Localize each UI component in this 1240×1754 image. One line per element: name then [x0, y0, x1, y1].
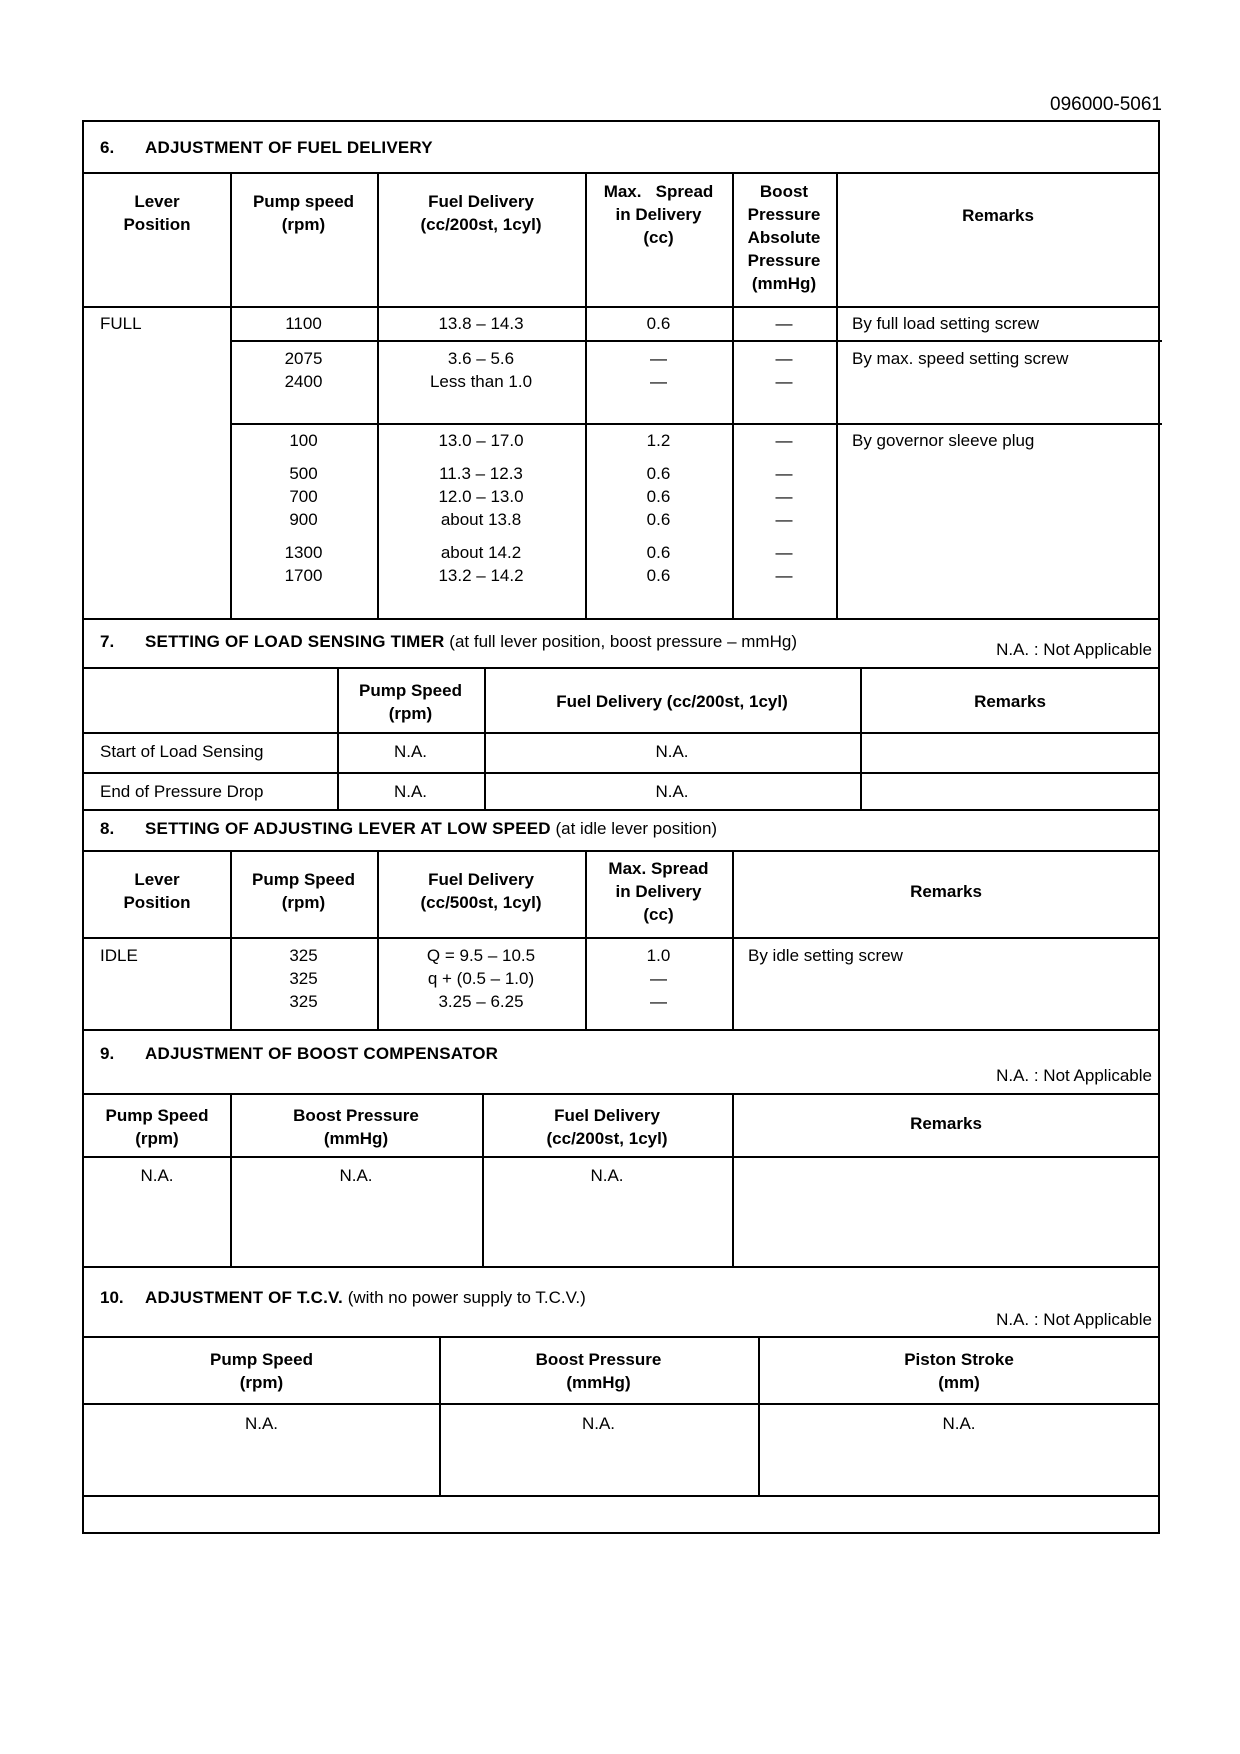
boost-pressure-group [732, 429, 836, 587]
pump-speed-value: 2400 [284, 372, 323, 391]
remarks-value: By full load setting screw [852, 314, 1040, 333]
section-10-title [100, 1288, 586, 1308]
remarks-value: By max. speed setting screw [852, 349, 1069, 368]
pump-speed-value: 2075 [284, 349, 323, 368]
max-spread-value: 1.2 [646, 431, 671, 450]
remarks-value: By idle setting screw [748, 946, 903, 965]
pump-speed-value: 325 [289, 969, 318, 988]
section-8-subtitle: (at idle lever position) [555, 819, 718, 838]
pump-speed-group [230, 944, 377, 1013]
fuel-delivery-group [377, 944, 585, 1013]
max-spread-group [585, 944, 732, 1013]
header-remarks: Remarks [974, 692, 1046, 711]
fuel-delivery-value: 13.2 – 14.2 [438, 566, 524, 585]
divider [84, 618, 1158, 620]
pump-speed-group [230, 347, 377, 393]
not-applicable-note: N.A. : Not Applicable [996, 640, 1152, 659]
pump-speed-value: N.A. [140, 1166, 174, 1185]
header-fuel-delivery: Fuel Delivery (cc/200st, 1cyl) [420, 192, 542, 234]
divider [84, 1495, 1158, 1497]
divider [84, 306, 1158, 308]
fuel-delivery-value: 12.0 – 13.0 [438, 487, 524, 506]
section-10-heading: ADJUSTMENT OF T.C.V. [145, 1288, 343, 1307]
fuel-delivery-value: about 13.8 [440, 510, 522, 529]
header-fuel-delivery: Fuel Delivery (cc/500st, 1cyl) [420, 870, 542, 912]
header-remarks: Remarks [910, 882, 982, 901]
pump-speed-value: N.A. [393, 782, 428, 801]
column-divider [860, 667, 862, 809]
boost-pressure-value: — [775, 314, 793, 333]
section-9-heading: ADJUSTMENT OF BOOST COMPENSATOR [145, 1044, 499, 1063]
boost-pressure-value: — [775, 464, 793, 483]
section-7-heading: SETTING OF LOAD SENSING TIMER [145, 632, 445, 651]
fuel-delivery-group [377, 429, 585, 587]
boost-pressure-value: — [775, 543, 793, 562]
max-spread-group [585, 347, 732, 393]
divider [84, 772, 1158, 774]
max-spread-value: — [650, 992, 667, 1011]
section-9-title [100, 1044, 498, 1064]
fuel-delivery-value: Q = 9.5 – 10.5 [426, 946, 536, 965]
divider [84, 809, 1158, 811]
pump-speed-value: 1100 [285, 314, 322, 333]
section-8-title [100, 819, 717, 839]
section-10-subtitle: (with no power supply to T.C.V.) [347, 1288, 586, 1307]
divider [84, 850, 1158, 852]
boost-pressure-value: — [775, 349, 793, 368]
section-10-number: 10. [100, 1288, 124, 1307]
header-pump-speed: Pump Speed (rpm) [359, 681, 462, 723]
lever-position-full: FULL [100, 314, 142, 333]
boost-pressure-value: — [775, 510, 793, 529]
pump-speed-value: 1700 [284, 566, 323, 585]
header-lever-position: Lever Position [123, 192, 191, 234]
divider [230, 423, 1162, 425]
fuel-delivery-value: 3.25 – 6.25 [438, 992, 524, 1011]
fuel-delivery-value: q + (0.5 – 1.0) [427, 969, 535, 988]
section-6-title [100, 138, 433, 158]
header-boost-pressure: Boost Pressure (mmHg) [535, 1350, 662, 1392]
divider [84, 1093, 1158, 1095]
fuel-delivery-value: 3.6 – 5.6 [447, 349, 515, 368]
header-boost-pressure: Boost Pressure Absolute Pressure (mmHg) [747, 182, 821, 293]
max-spread-value: — [650, 969, 667, 988]
boost-pressure-value: N.A. [339, 1166, 373, 1185]
max-spread-value: 0.6 [646, 543, 671, 562]
section-8-number: 8. [100, 819, 115, 838]
boost-pressure-value: — [775, 566, 793, 585]
header-fuel-delivery: Fuel Delivery (cc/200st, 1cyl) [556, 692, 788, 711]
section-7-title [100, 632, 797, 652]
pump-speed-value: 700 [289, 487, 318, 506]
header-max-spread: Max. Spread in Delivery (cc) [603, 182, 714, 247]
divider [84, 1266, 1158, 1268]
fuel-delivery-value: 13.0 – 17.0 [438, 431, 524, 450]
header-remarks: Remarks [962, 206, 1034, 225]
pump-speed-group [230, 429, 377, 587]
section-6-number: 6. [100, 138, 115, 157]
header-boost-pressure: Boost Pressure (mmHg) [293, 1106, 419, 1148]
max-spread-value: — [650, 349, 667, 368]
max-spread-value: 0.6 [646, 487, 671, 506]
pump-speed-value: 325 [289, 946, 318, 965]
column-divider [732, 850, 734, 1029]
row-label: End of Pressure Drop [100, 782, 264, 801]
fuel-delivery-group [377, 347, 585, 393]
fuel-delivery-value: N.A. [655, 782, 689, 801]
fuel-delivery-value: 11.3 – 12.3 [439, 464, 523, 483]
section-8-heading: SETTING OF ADJUSTING LEVER AT LOW SPEED [145, 819, 551, 838]
pump-speed-value: 100 [289, 431, 318, 450]
pump-speed-value: 500 [289, 464, 318, 483]
pump-speed-value: 1300 [284, 543, 323, 562]
header-remarks: Remarks [910, 1114, 982, 1133]
divider [84, 937, 1158, 939]
header-pump-speed: Pump Speed (rpm) [105, 1106, 209, 1148]
spec-sheet [82, 120, 1160, 1534]
boost-pressure-group [732, 347, 836, 393]
not-applicable-note: N.A. : Not Applicable [996, 1066, 1152, 1085]
header-pump-speed: Pump speed (rpm) [252, 192, 355, 234]
header-fuel-delivery: Fuel Delivery (cc/200st, 1cyl) [546, 1106, 668, 1148]
fuel-delivery-value: Less than 1.0 [429, 372, 533, 391]
section-7-number: 7. [100, 632, 115, 651]
header-pump-speed: Pump Speed (rpm) [210, 1350, 313, 1392]
divider [84, 1029, 1158, 1031]
divider [84, 1336, 1158, 1338]
boost-pressure-value: — [775, 372, 793, 391]
piston-stroke-value: N.A. [942, 1414, 976, 1433]
divider [84, 172, 1158, 174]
divider [84, 667, 1158, 669]
boost-pressure-value: — [775, 431, 793, 450]
divider [84, 1156, 1158, 1158]
max-spread-value: 0.6 [646, 314, 671, 333]
max-spread-group [585, 429, 732, 587]
section-6-heading: ADJUSTMENT OF FUEL DELIVERY [145, 138, 433, 157]
max-spread-value: 0.6 [646, 566, 671, 585]
fuel-delivery-value: 13.8 – 14.3 [438, 314, 524, 333]
divider [84, 1403, 1158, 1405]
pump-speed-value: 325 [289, 992, 318, 1011]
divider [230, 340, 1162, 342]
header-piston-stroke: Piston Stroke (mm) [904, 1350, 1014, 1392]
not-applicable-note: N.A. : Not Applicable [996, 1310, 1152, 1329]
max-spread-value: 0.6 [646, 464, 671, 483]
lever-position-idle: IDLE [100, 946, 138, 965]
fuel-delivery-value: N.A. [590, 1166, 624, 1185]
section-7-subtitle: (at full lever position, boost pressure – mmHg) [449, 632, 797, 651]
header-max-spread: Max. Spread in Delivery (cc) [608, 859, 709, 924]
remarks-value: By governor sleeve plug [852, 431, 1035, 450]
column-divider [836, 172, 838, 618]
boost-pressure-value: N.A. [581, 1414, 616, 1433]
header-lever-position: Lever Position [123, 870, 191, 912]
pump-speed-value: N.A. [393, 742, 428, 761]
fuel-delivery-value: N.A. [655, 742, 689, 761]
row-label: Start of Load Sensing [100, 742, 264, 761]
section-9-number: 9. [100, 1044, 115, 1063]
divider [84, 732, 1158, 734]
header-pump-speed: Pump Speed (rpm) [252, 870, 355, 912]
max-spread-value: 1.0 [646, 946, 671, 965]
max-spread-value: — [650, 372, 667, 391]
max-spread-value: 0.6 [646, 510, 671, 529]
pump-speed-value: 900 [289, 510, 318, 529]
fuel-delivery-value: about 14.2 [440, 543, 522, 562]
pump-speed-value: N.A. [244, 1414, 279, 1433]
document-number: 096000-5061 [1050, 94, 1162, 115]
boost-pressure-value: — [775, 487, 793, 506]
